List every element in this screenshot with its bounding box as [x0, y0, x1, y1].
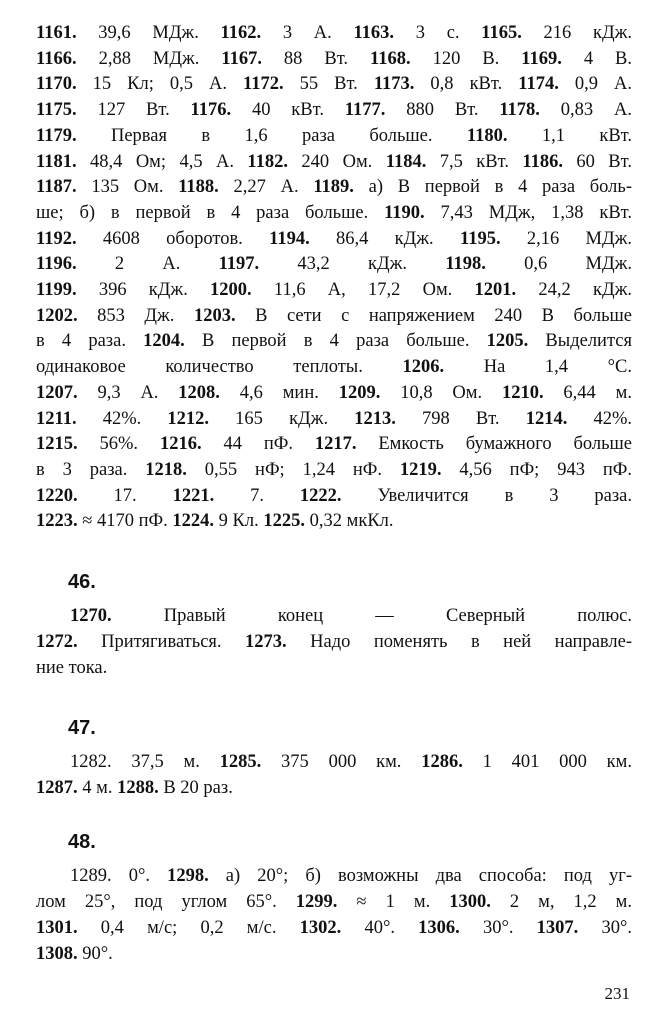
answer-line: 1282. 37,5 м. 1285. 375 000 км. 1286. 1 401 000 км.	[70, 752, 632, 772]
answer-line: 1196. 2 А. 1197. 43,2 кДж. 1198. 0,6 МДж.	[36, 254, 633, 275]
answer-line: в 4 раза. 1204. В первой в 4 раза больше. 1205. Выделится	[36, 331, 632, 352]
section-heading-47: 47.	[68, 717, 96, 739]
answer-line: 1175. 127 Вт. 1176. 40 кВт. 1177. 880 Вт. 1178. 0,83 А.	[36, 100, 632, 121]
answer-line: 1192. 4608 оборотов. 1194. 86,4 кДж. 1195. 2,16 МДж.	[36, 228, 633, 249]
answer-line: 1181. 48,4 Ом; 4,5 А. 1182. 240 Ом. 1184. 7,5 кВт. 1186. 60 Вт.	[36, 151, 632, 172]
answer-line: 1161. 39,6 МДж. 1162. 3 А. 1163. 3 с. 1165. 216 кДж.	[36, 23, 632, 43]
page-number: 231	[604, 984, 630, 1003]
answer-line: ше; б) в первой в 4 раза больше. 1190. 7,43 МДж, 1,38 кВт.	[36, 202, 632, 223]
answer-line: 1199. 396 кДж. 1200. 11,6 А, 17,2 Ом. 1201. 24,2 кДж.	[36, 280, 632, 300]
answer-line: 1187. 135 Ом. 1188. 2,27 А. 1189. а) В первой в 4 раза боль-	[36, 177, 632, 198]
answer-line: 1207. 9,3 А. 1208. 4,6 мин. 1209. 10,8 Ом. 1210. 6,44 м.	[36, 382, 632, 403]
answer-line: в 3 раза. 1218. 0,55 нФ; 1,24 нФ. 1219. 4,56 пФ; 943 пФ.	[36, 459, 632, 480]
answer-line: 1287. 4 м. 1288. В 20 раз.	[36, 778, 233, 798]
section-heading-48: 48.	[68, 831, 96, 853]
answer-line: 1289. 0°. 1298. а) 20°; б) возможны два способа: под уг-	[70, 866, 632, 886]
answer-line: 1166. 2,88 МДж. 1167. 88 Вт. 1168. 120 В. 1169. 4 В.	[36, 48, 632, 69]
answer-line: лом 25°, под углом 65°. 1299. ≈ 1 м. 1300. 2 м, 1,2 м.	[36, 892, 632, 912]
answer-line: 1301. 0,4 м/с; 0,2 м/с. 1302. 40°. 1306. 30°. 1307. 30°.	[36, 918, 632, 938]
answer-line: 1223. ≈ 4170 пФ. 1224. 9 Кл. 1225. 0,32 мкКл.	[36, 511, 394, 532]
answer-line: 1270. Правый конец — Северный полюс.	[70, 606, 632, 626]
answer-line: ние тока.	[36, 658, 108, 678]
answer-line: 1215. 56%. 1216. 44 пФ. 1217. Емкость бумажного больше	[36, 434, 632, 455]
answer-line: 1220. 17. 1221. 7. 1222. Увеличится в 3 раза.	[36, 485, 632, 506]
answer-line: 1308. 90°.	[36, 944, 113, 964]
answer-line: 1170. 15 Кл; 0,5 А. 1172. 55 Вт. 1173. 0,8 кВт. 1174. 0,9 А.	[36, 74, 632, 95]
answer-line: 1272. Притягиваться. 1273. Надо поменять в ней направле-	[36, 632, 632, 652]
answer-line: 1179. Первая в 1,6 раза больше. 1180. 1,1 кВт.	[36, 125, 632, 146]
section-heading-46: 46.	[68, 571, 96, 593]
answer-line: 1202. 853 Дж. 1203. В сети с напряжением 240 В больше	[36, 305, 632, 326]
answer-line: одинаковое количество теплоты. 1206. На 1,4 °С.	[36, 357, 632, 378]
answer-line: 1211. 42%. 1212. 165 кДж. 1213. 798 Вт. 1214. 42%.	[36, 408, 632, 429]
